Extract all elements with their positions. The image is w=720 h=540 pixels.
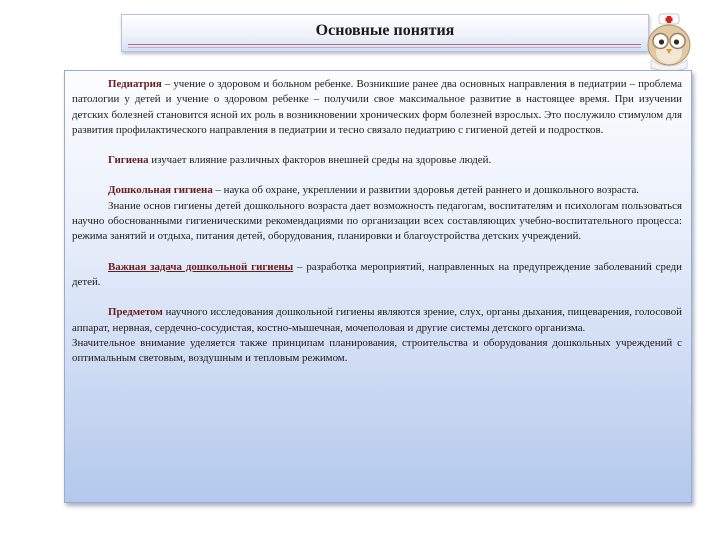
paragraph-preschool-hygiene — [72, 183, 682, 198]
page-title: Основные понятия — [315, 22, 455, 39]
title-underline — [128, 44, 641, 45]
paragraph-pediatrics — [72, 77, 682, 138]
paragraph-subject-text: научного исследования дошкольной гигиены являются зрение, слух, органы дыхания, пищеварения, голосовой аппарат, нервная, сердечно-сосудистая, костно-мышечная, мочеполовая и другие системы детского организма. — [72, 306, 682, 334]
paragraph-knowledge — [72, 199, 682, 245]
paragraph-hygiene — [72, 153, 682, 168]
paragraph-pediatrics-text: – учение о здоровом и больном ребенке. Возникшие ранее два основных направления в педиатрии – проблема патологии у детей и учение о здоровом ребенке – получили свое максимальное развитие в настоящее время. При изучении детских болезней становится ясной их роль в возникновении хронических форм болезней взрослых. Это послужило стимулом для развития профилактического направления в педиатрии и тесно связало педиатрию с гигиеной детей и подростков. — [72, 78, 682, 136]
term-main-task: Важная задача дошкольной гигиены — [108, 260, 294, 273]
term-subject: Предметом — [108, 306, 163, 319]
paragraph-subject — [72, 305, 682, 336]
paragraph-main-task — [72, 260, 682, 291]
term-preschool-hygiene: Дошкольная гигиена — [108, 184, 213, 197]
paragraph-preschool-hygiene-text: – наука об охране, укреплении и развитии здоровья детей раннего и дошкольного возраста. — [212, 184, 640, 197]
paragraph-knowledge-text: Знание основ гигиены детей дошкольного возраста дает возможность педагогам, воспитателям и психологам пользоваться научно обоснованными гигиеническими рекомендациями по организации всех составляющих учебно-воспитательного процесса: режима занятий и отдыха, питания детей, оборудования, планировки и благоустройства детских учреждений. — [72, 199, 682, 243]
doctor-owl-icon — [643, 12, 695, 72]
paragraph-main-task-text: – разработка мероприятий, направленных на предупреждение заболеваний среди детей. — [72, 260, 683, 288]
paragraph-planning: Значительное внимание уделяется также принципам планирования, строительства и оборудования дошкольных учреждений с оптимальным световым, воздушным и тепловым режимом. — [72, 336, 682, 365]
term-pediatrics: Педиатрия — [108, 78, 162, 90]
content-panel — [64, 70, 692, 503]
term-hygiene: Гигиена — [108, 154, 149, 167]
paragraph-hygiene-text: изучает влияние различных факторов внешней среды на здоровье людей. — [148, 154, 492, 167]
title-underline-secondary — [128, 47, 641, 48]
